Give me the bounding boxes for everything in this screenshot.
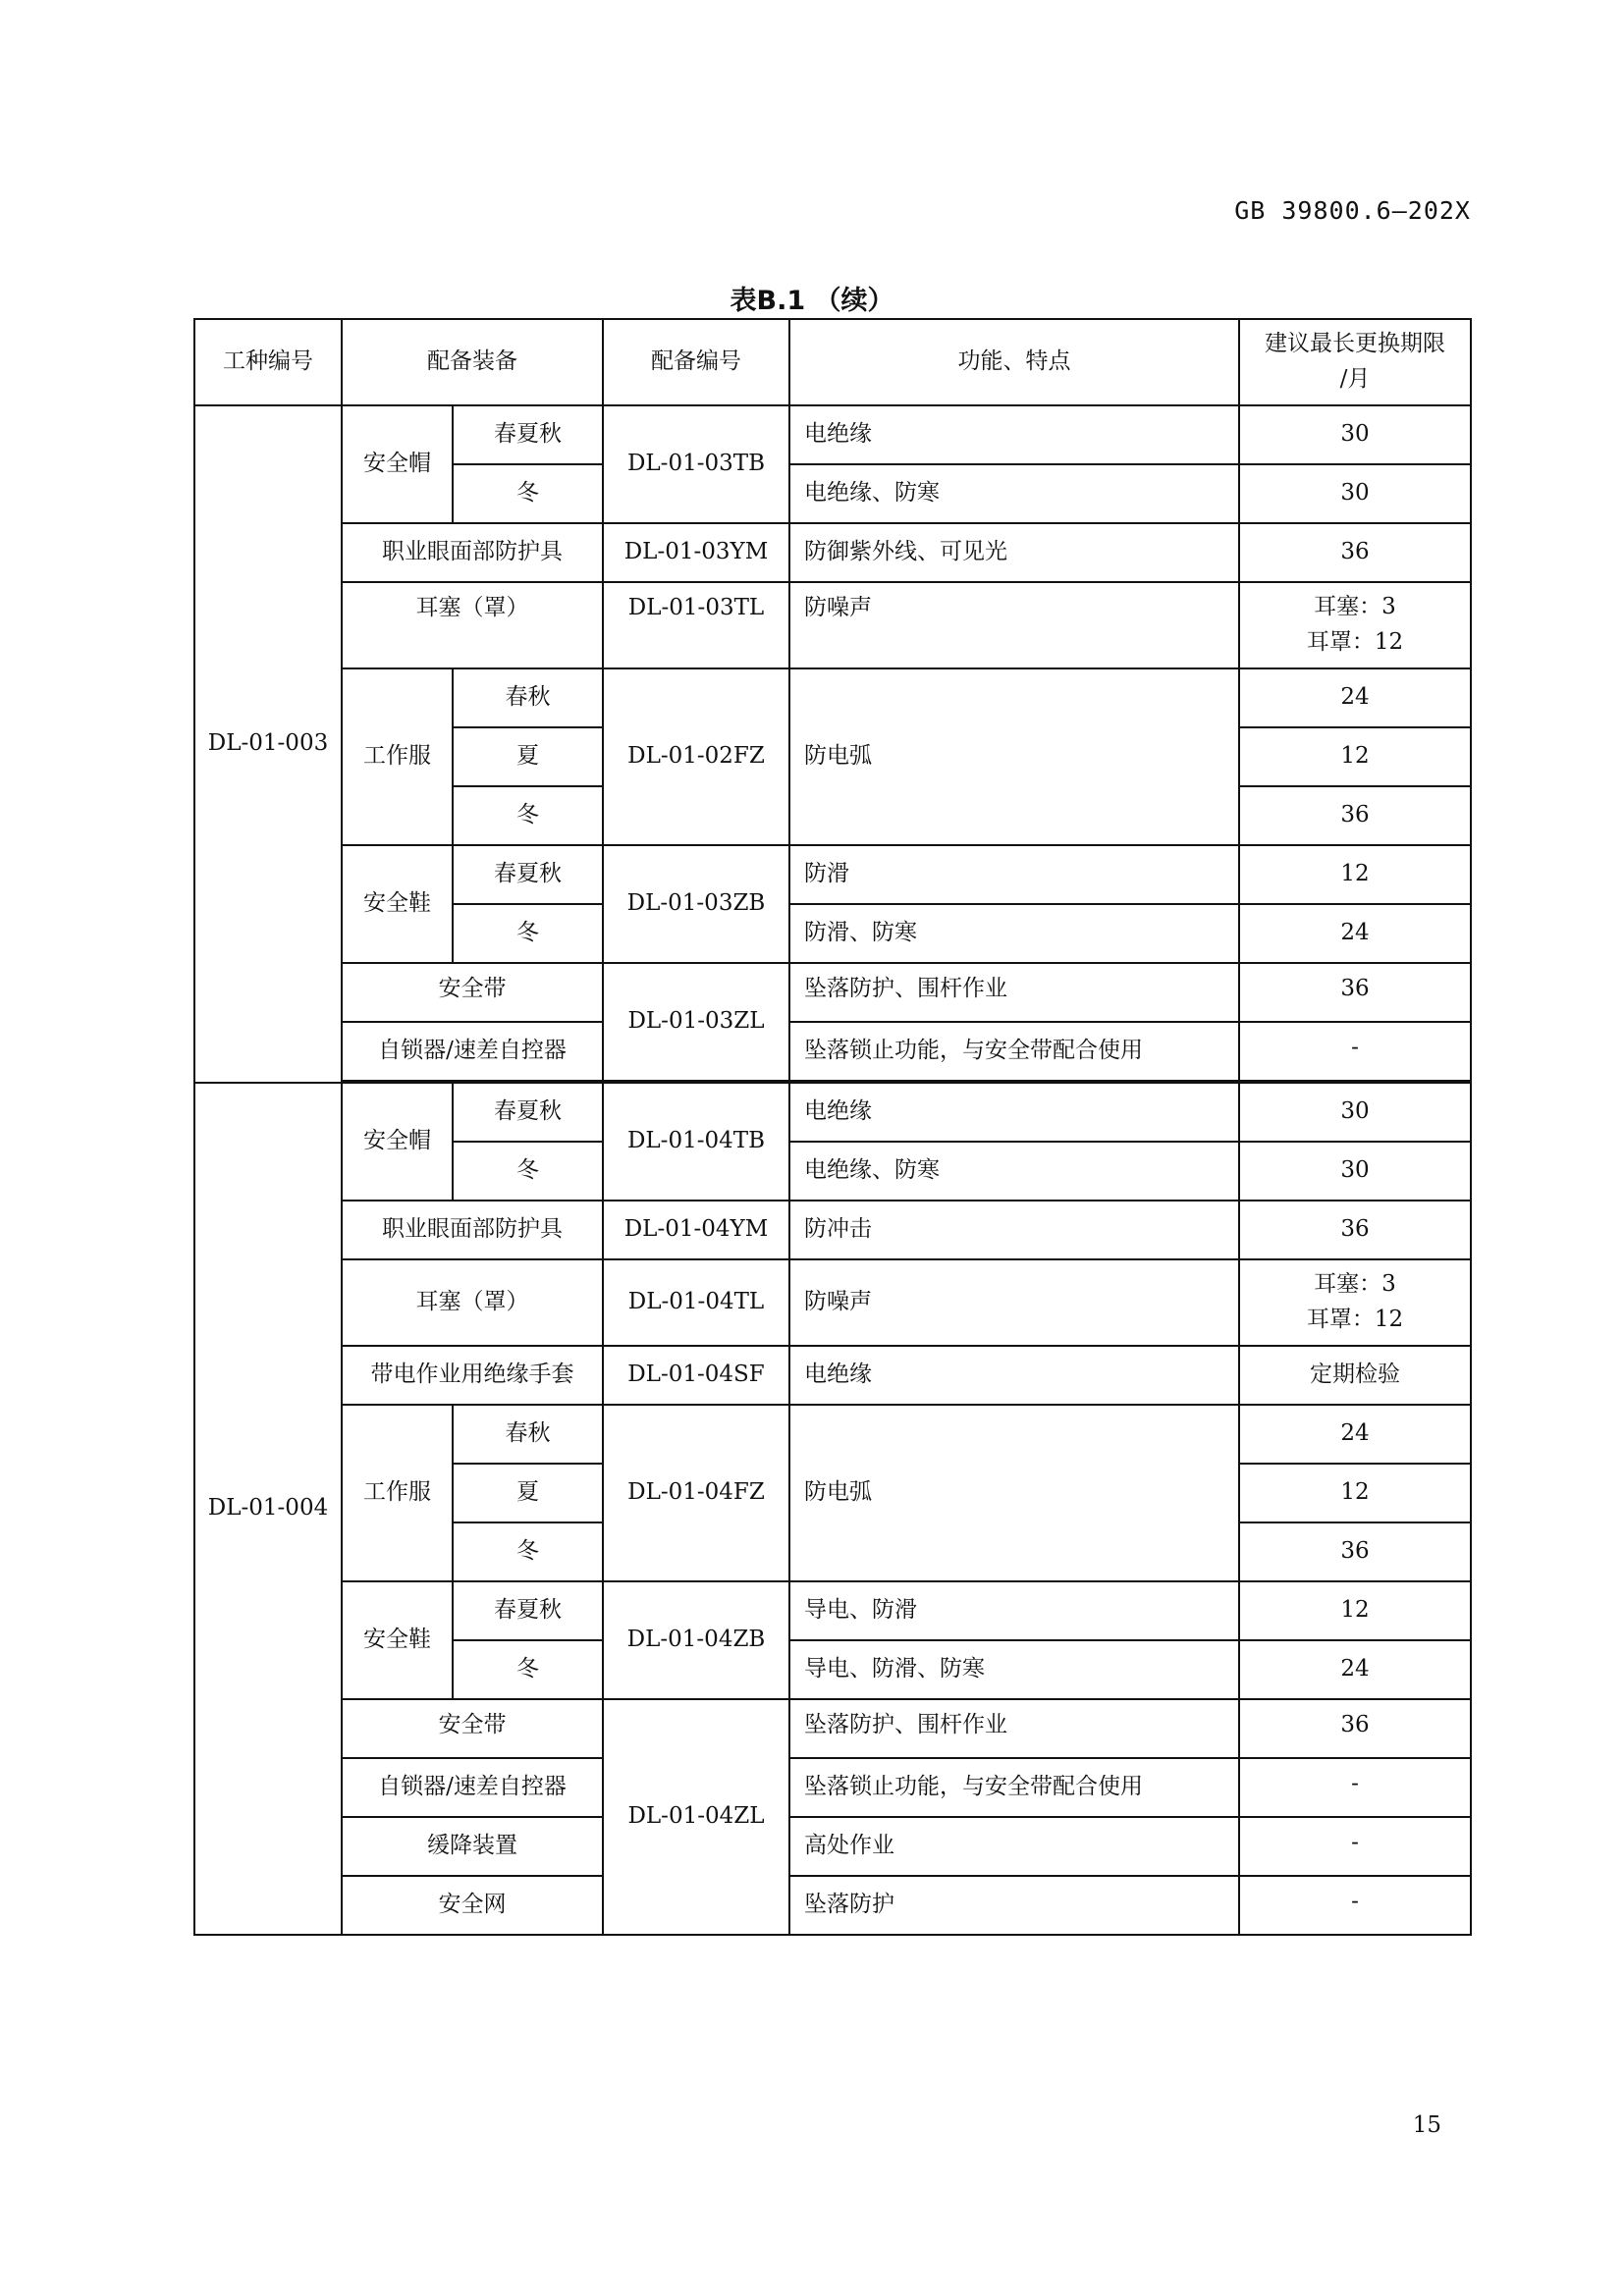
- season: 冬: [453, 464, 603, 523]
- table-row: [194, 845, 1471, 904]
- period-cell: 36: [1239, 963, 1471, 1022]
- season: 夏: [453, 1464, 603, 1522]
- period-cell: 12: [1239, 1581, 1471, 1640]
- season: 春夏秋: [453, 405, 603, 464]
- table-row: [194, 1581, 1471, 1640]
- period-cell: 30: [1239, 464, 1471, 523]
- function-cell: 坠落防护: [789, 1876, 1239, 1935]
- function-cell: 坠落锁止功能，与安全带配合使用: [789, 1758, 1239, 1817]
- function-cell: 电绝缘、防寒: [789, 1142, 1239, 1201]
- season: 冬: [453, 904, 603, 963]
- period-cell: 36: [1239, 523, 1471, 582]
- table-row: [194, 1022, 1471, 1081]
- period-earplug: 耳塞：3: [1314, 594, 1396, 620]
- equip-name: 安全带: [342, 963, 603, 1022]
- period-earplug: 耳塞：3: [1314, 1271, 1396, 1298]
- header-code: 工种编号: [194, 319, 342, 405]
- equip-code: DL-01-02FZ: [603, 668, 789, 845]
- table-row: [194, 668, 1471, 727]
- season: 冬: [453, 786, 603, 845]
- header-equip-code: 配备编号: [603, 319, 789, 405]
- equip-name: 工作服: [342, 668, 453, 845]
- equip-name: 安全带: [342, 1699, 603, 1758]
- season: 春夏秋: [453, 845, 603, 904]
- function-cell: 导电、防滑、防寒: [789, 1640, 1239, 1699]
- period-cell: 12: [1239, 845, 1471, 904]
- period-cell: 30: [1239, 1142, 1471, 1201]
- table-row: [194, 1083, 1471, 1142]
- season: 春秋: [453, 1405, 603, 1464]
- equip-name: 职业眼面部防护具: [342, 1201, 603, 1259]
- equip-code: DL-01-03TL: [603, 582, 789, 668]
- group-code-003: DL-01-003: [194, 405, 342, 1083]
- season: 春秋: [453, 668, 603, 727]
- period-cell: 24: [1239, 1405, 1471, 1464]
- equip-name: 安全帽: [342, 405, 453, 523]
- period-cell: -: [1239, 1876, 1471, 1935]
- header-period-line2: /月: [1339, 366, 1371, 392]
- table-row: [194, 1201, 1471, 1259]
- function-cell: 防御紫外线、可见光: [789, 523, 1239, 582]
- function-cell: 电绝缘: [789, 1083, 1239, 1142]
- function-cell: 坠落防护、围杆作业: [789, 963, 1239, 1022]
- header-period-line1: 建议最长更换期限: [1265, 331, 1445, 357]
- equipment-table: [193, 318, 1472, 1936]
- table-row: [194, 523, 1471, 582]
- equip-name: 自锁器/速差自控器: [342, 1758, 603, 1817]
- function-cell: 防噪声: [789, 1259, 1239, 1346]
- table-row: [194, 1259, 1471, 1346]
- table-row: [194, 1699, 1471, 1758]
- equip-name: 安全鞋: [342, 845, 453, 963]
- period-cell: 12: [1239, 1464, 1471, 1522]
- period-cell: 24: [1239, 904, 1471, 963]
- equip-name: 耳塞（罩）: [342, 582, 603, 668]
- season: 春夏秋: [453, 1581, 603, 1640]
- period-cell: 定期检验: [1239, 1346, 1471, 1405]
- period-cell: 30: [1239, 1083, 1471, 1142]
- equip-code: DL-01-03ZL: [603, 963, 789, 1081]
- equip-name: 工作服: [342, 1405, 453, 1581]
- equip-name: 耳塞（罩）: [342, 1259, 603, 1346]
- period-earmuff: 耳罩：12: [1306, 629, 1404, 655]
- equip-name: 职业眼面部防护具: [342, 523, 603, 582]
- period-cell: 24: [1239, 668, 1471, 727]
- equip-name: 缓降装置: [342, 1817, 603, 1876]
- period-cell: [1239, 1259, 1471, 1346]
- equip-code: DL-01-04SF: [603, 1346, 789, 1405]
- function-cell: 导电、防滑: [789, 1581, 1239, 1640]
- period-cell: 36: [1239, 1522, 1471, 1581]
- period-cell: 24: [1239, 1640, 1471, 1699]
- header-equipment: 配备装备: [342, 319, 603, 405]
- table-caption: 表B.1 （续）: [730, 286, 894, 316]
- equip-code: DL-01-04ZL: [603, 1699, 789, 1935]
- period-cell: -: [1239, 1817, 1471, 1876]
- function-cell: 高处作业: [789, 1817, 1239, 1876]
- equip-name: 安全帽: [342, 1083, 453, 1201]
- page-number: 15: [1412, 2112, 1441, 2138]
- table-row: [194, 405, 1471, 464]
- equip-code: DL-01-03TB: [603, 405, 789, 523]
- period-cell: 12: [1239, 727, 1471, 786]
- function-cell: 坠落锁止功能，与安全带配合使用: [789, 1022, 1239, 1081]
- period-cell: [1239, 582, 1471, 668]
- equip-code: DL-01-04YM: [603, 1201, 789, 1259]
- table-header-row: [194, 319, 1471, 405]
- equip-code: DL-01-04TB: [603, 1083, 789, 1201]
- period-earmuff: 耳罩：12: [1306, 1307, 1404, 1332]
- period-cell: 30: [1239, 405, 1471, 464]
- header-period: [1239, 319, 1471, 405]
- period-cell: 36: [1239, 1699, 1471, 1758]
- header-function: 功能、特点: [789, 319, 1239, 405]
- season: 夏: [453, 727, 603, 786]
- table-row: [194, 963, 1471, 1022]
- group-code-004: DL-01-004: [194, 1083, 342, 1935]
- table-row: [194, 1405, 1471, 1464]
- equip-name: 自锁器/速差自控器: [342, 1022, 603, 1081]
- function-cell: 防滑: [789, 845, 1239, 904]
- table-row: [194, 582, 1471, 668]
- function-cell: 坠落防护、围杆作业: [789, 1699, 1239, 1758]
- function-cell: 防电弧: [789, 1405, 1239, 1581]
- season: 春夏秋: [453, 1083, 603, 1142]
- period-cell: -: [1239, 1022, 1471, 1081]
- document-number: GB 39800.6—202X: [1234, 196, 1471, 225]
- season: 冬: [453, 1522, 603, 1581]
- function-cell: 电绝缘: [789, 405, 1239, 464]
- season: 冬: [453, 1640, 603, 1699]
- function-cell: 防电弧: [789, 668, 1239, 845]
- period-cell: -: [1239, 1758, 1471, 1817]
- equip-code: DL-01-03YM: [603, 523, 789, 582]
- function-cell: 防冲击: [789, 1201, 1239, 1259]
- function-cell: 电绝缘、防寒: [789, 464, 1239, 523]
- period-cell: 36: [1239, 1201, 1471, 1259]
- equip-name: 安全鞋: [342, 1581, 453, 1699]
- table-row: [194, 1758, 1471, 1817]
- period-cell: 36: [1239, 786, 1471, 845]
- season: 冬: [453, 1142, 603, 1201]
- equip-code: DL-01-04ZB: [603, 1581, 789, 1699]
- equip-code: DL-01-03ZB: [603, 845, 789, 963]
- table-row: [194, 1876, 1471, 1935]
- equip-name: 带电作业用绝缘手套: [342, 1346, 603, 1405]
- equip-code: DL-01-04FZ: [603, 1405, 789, 1581]
- function-cell: 电绝缘: [789, 1346, 1239, 1405]
- equip-code: DL-01-04TL: [603, 1259, 789, 1346]
- function-cell: 防滑、防寒: [789, 904, 1239, 963]
- function-cell: 防噪声: [789, 582, 1239, 668]
- equip-name: 安全网: [342, 1876, 603, 1935]
- table-row: [194, 1817, 1471, 1876]
- table-row: [194, 1346, 1471, 1405]
